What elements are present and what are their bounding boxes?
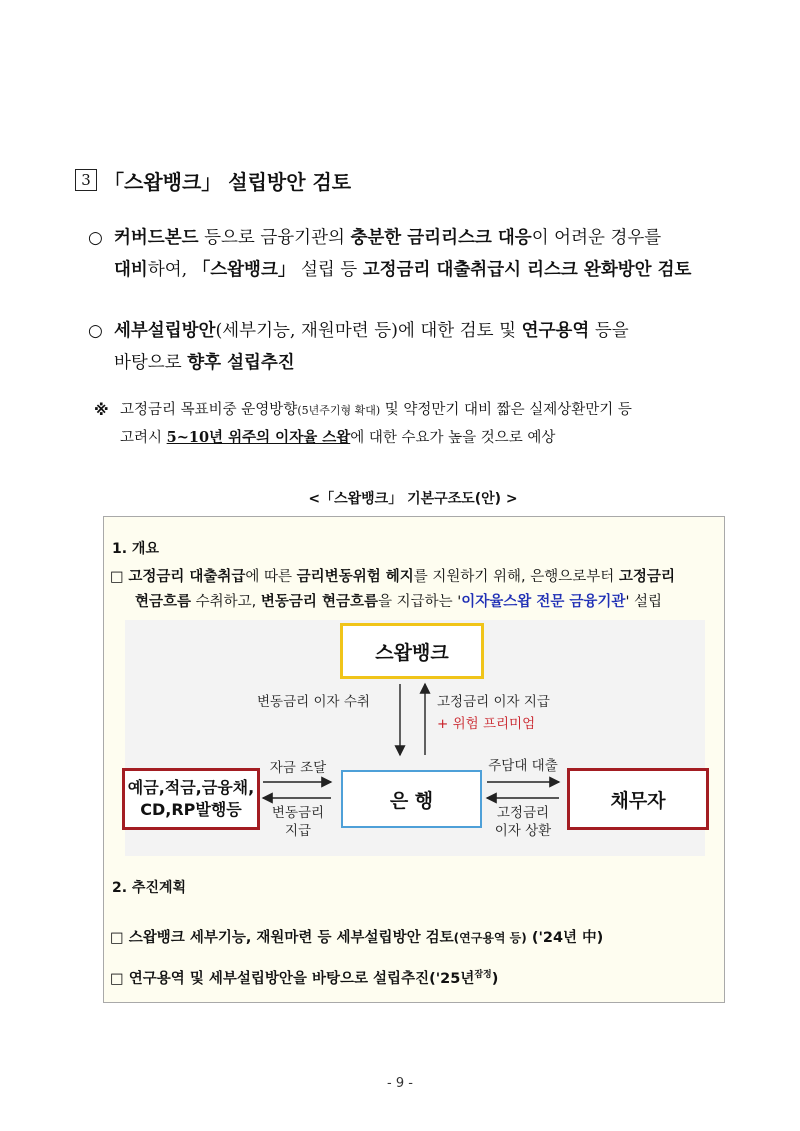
float-pay-line-1: 변동금리 bbox=[271, 805, 325, 821]
risk-premium-label: + 위험 프리미엄 bbox=[437, 716, 536, 732]
debtor-box: 채무자 bbox=[567, 768, 709, 830]
text-run: 에 따른 bbox=[245, 569, 297, 585]
plan-item-2 bbox=[110, 963, 498, 992]
text-run: 세부설립방안 bbox=[114, 321, 216, 341]
fixed-pay-label: 고정금리 이자 지급 bbox=[437, 694, 550, 710]
text-run: 에 대한 검토 및 bbox=[397, 321, 522, 341]
note-small-text: (5년주기형 확대) bbox=[297, 404, 381, 417]
text-run: 향후 설립추진 bbox=[187, 353, 295, 373]
text-run: 등으로 금융기관의 bbox=[198, 228, 351, 248]
text-run: 를 지원하기 위해, 은행으로부터 bbox=[413, 569, 619, 585]
plan-item-1-note: (연구용역 등) bbox=[453, 931, 527, 945]
text-run: □ bbox=[110, 569, 129, 585]
plan-item-2-sup: 잠정 bbox=[474, 970, 492, 980]
note-line-1 bbox=[120, 397, 632, 424]
overview-line-1 bbox=[110, 565, 675, 590]
plan-item-2-text: □ 연구용역 및 세부설립방안을 바탕으로 설립추진('25년 bbox=[110, 970, 475, 987]
text-run: (세부기능, 재원마련 등) bbox=[215, 321, 398, 341]
bullet-2-line-2 bbox=[114, 347, 295, 379]
text-run: 연구용역 bbox=[521, 321, 590, 341]
flow-arrows bbox=[125, 620, 705, 856]
bullet-2-line-1 bbox=[114, 315, 629, 347]
text-run: 이 어려운 경우를 bbox=[531, 228, 662, 248]
diagram-caption: <「스왑뱅크」 기본구조도(안) > bbox=[308, 491, 518, 507]
note-text: 고려시 bbox=[120, 430, 167, 446]
fixed-repay-label bbox=[485, 804, 561, 840]
note-text: 에 대한 수요가 높을 것으로 예상 bbox=[350, 430, 556, 446]
plan-item-1-text: □ 스왑뱅크 세부기능, 재원마련 등 세부설립방안 검토 bbox=[110, 930, 454, 946]
mortgage-loan-label: 주담대 대출 bbox=[488, 758, 558, 774]
text-run: 고정금리 대출취급 bbox=[128, 569, 246, 585]
bullet-1-line-2 bbox=[114, 254, 691, 286]
text-run: 현금흐름 bbox=[135, 594, 192, 610]
overview-line-2 bbox=[135, 590, 662, 615]
text-run: 이자율스왑 전문 금융기관 bbox=[461, 594, 626, 610]
text-run: 충분한 금리리스크 대응 bbox=[350, 228, 532, 248]
text-run: ' 설립 bbox=[625, 594, 663, 610]
text-run: 변동금리 현금흐름 bbox=[260, 594, 378, 610]
bullet-symbol: ○ bbox=[88, 228, 103, 248]
fixed-repay-line-1: 고정금리 bbox=[496, 805, 550, 821]
funding-source-line-1: 예금,적금,금융채, bbox=[127, 778, 255, 797]
plan-item-2-end: ) bbox=[491, 970, 499, 987]
note-line-2 bbox=[120, 424, 555, 452]
text-run: 수취하고, bbox=[191, 594, 261, 610]
text-run: 등을 bbox=[589, 321, 629, 341]
text-run: 대비 bbox=[114, 260, 148, 280]
plan-item-1 bbox=[110, 926, 603, 951]
swap-bank-diagram bbox=[125, 620, 705, 856]
funding-source-line-2: CD,RP발행등 bbox=[140, 800, 242, 819]
note-text: 고정금리 목표비중 운영방향 bbox=[120, 402, 298, 418]
section-number: 3 bbox=[75, 169, 97, 191]
page-number: - 9 - bbox=[387, 1076, 413, 1091]
text-run: 바탕으로 bbox=[114, 353, 188, 373]
float-pay-line-2: 지급 bbox=[284, 823, 312, 839]
text-run: 고정금리 bbox=[618, 569, 675, 585]
text-run: 하여, bbox=[147, 260, 193, 280]
text-run: 「스왑뱅크」 bbox=[192, 260, 296, 280]
text-run: 을 지급하는 ' bbox=[378, 594, 462, 610]
bullet-symbol: ○ bbox=[88, 321, 103, 341]
text-run: 커버드본드 bbox=[114, 228, 199, 248]
overview-heading: 1. 개요 bbox=[112, 541, 159, 557]
fixed-repay-line-2: 이자 상환 bbox=[494, 823, 552, 839]
bank-box: 은 행 bbox=[341, 770, 482, 828]
funding-label: 자금 조달 bbox=[269, 760, 327, 776]
note-text: 및 약정만기 대비 짧은 실제상환만기 등 bbox=[380, 402, 632, 418]
note-mark: ※ bbox=[94, 401, 109, 419]
text-run: 설립 등 bbox=[295, 260, 363, 280]
note-emphasis: 5~10년 위주의 이자율 스왑 bbox=[166, 429, 351, 446]
plan-item-1-end: ('24년 中) bbox=[526, 930, 604, 946]
float-receive-label: 변동금리 이자 수취 bbox=[257, 694, 370, 710]
plan-heading: 2. 추진계획 bbox=[112, 880, 187, 896]
float-pay-label bbox=[265, 804, 331, 840]
text-run: 고정금리 대출취급시 리스크 완화방안 검토 bbox=[362, 260, 692, 280]
text-run: 금리변동위험 헤지 bbox=[296, 569, 414, 585]
section-title: 「스왑뱅크」 설립방안 검토 bbox=[104, 170, 352, 194]
swap-bank-box: 스왑뱅크 bbox=[340, 623, 484, 679]
bullet-1-line-1 bbox=[114, 222, 661, 254]
